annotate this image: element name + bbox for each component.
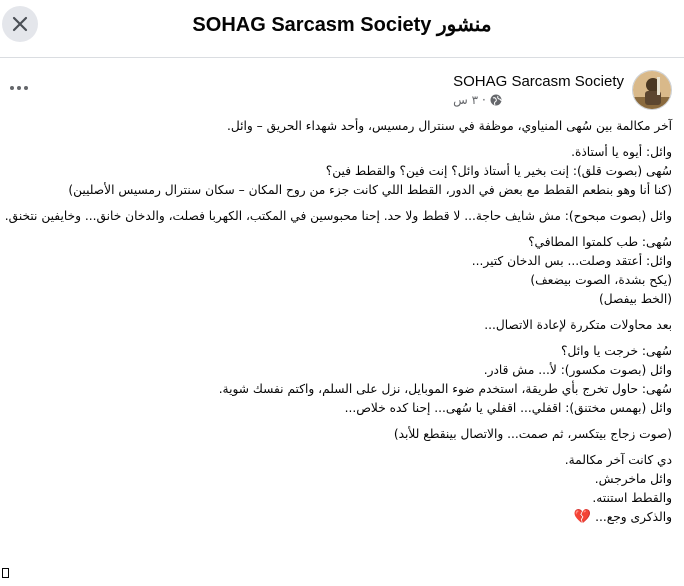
post-meta: [453, 93, 624, 107]
post-body: [4, 117, 672, 534]
post-line: بعد محاولات متكررة لإعادة الاتصال...: [484, 318, 672, 332]
post-line: دي كانت آخر مكالمة.: [564, 453, 672, 467]
post-line: (الخط بيفصل): [599, 292, 672, 306]
more-options-button[interactable]: [8, 78, 30, 98]
post-line: سُهى: طب كلمتوا المطافي؟: [528, 235, 672, 249]
avatar-image: [633, 71, 672, 110]
post-line: وائل: أيوه يا أستاذة.: [571, 145, 672, 159]
paragraph-glass: [10, 425, 672, 444]
post-line: والقطط استنته.: [592, 491, 672, 505]
close-button[interactable]: [2, 6, 38, 42]
post-line: والذكرى وجع...: [595, 510, 672, 524]
post-line: وائل (بصوت مبحوح): مش شايف حاجة... لا قطط ولا حد. إحنا محبوسين في المكتب، الكهربا فصلت، والدخان خانق... وخايفين نتخنق.: [4, 209, 672, 223]
broken-heart-icon: 💔: [573, 509, 592, 525]
paragraph-firefighters: [10, 233, 672, 309]
post-line: وائل (بهمس مختنق): اقفلي... اقفلي يا سُهى... إحنا كده خلاص...: [344, 401, 672, 415]
paragraph-last-words: [10, 342, 672, 418]
paragraph-call-start: [10, 143, 672, 200]
post-line: وائل: أعتقد وصلت... بس الدخان كتير...: [471, 254, 672, 268]
post-line: سُهى: حاول تخرج بأي طريقة، استخدم ضوء الموبايل، نزل على السلم، واكتم نفسك شوية.: [218, 382, 672, 396]
avatar[interactable]: [632, 70, 672, 110]
close-icon: [12, 16, 28, 32]
paragraph-ending: [10, 451, 672, 527]
post-line: (يكح بشدة، الصوت بيضعف): [530, 273, 672, 287]
meta-separator: ·: [482, 93, 486, 107]
post-line: (صوت زجاج بيتكسر، ثم صمت... والاتصال بينقطع للأبد): [393, 427, 672, 441]
globe-icon: [490, 94, 502, 106]
more-horizontal-icon: [10, 86, 14, 90]
author-name[interactable]: SOHAG Sarcasm Society: [453, 73, 624, 90]
paragraph-retry: [10, 316, 672, 335]
post-line: آخر مكالمة بين سُهى المنياوي، موظفة في سنترال رمسيس، وأحد شهداء الحريق – وائل.: [226, 119, 672, 133]
post-time[interactable]: ٣ س: [453, 93, 479, 107]
post-line: سُهى (بصوت قلق): إنت بخير يا أستاذ وائل؟ إنت فين؟ والقطط فين؟: [325, 164, 672, 178]
post-line: (كنا أنا وهو بنطعم القطط مع بعض في الدور، القطط اللي كانت جزء من روح المكان – سكان سنترال رمسيس الأصليين): [68, 183, 672, 197]
post-line: سُهى: خرجت يا وائل؟: [561, 344, 672, 358]
post-line: وائل ماخرجش.: [594, 472, 672, 486]
page-title: منشور SOHAG Sarcasm Society: [192, 14, 492, 36]
paragraph-smoke: [4, 207, 672, 226]
post-line-last: [10, 508, 672, 527]
dialog-header: [0, 0, 684, 58]
post-line: وائل (بصوت مكسور): لأ... مش قادر.: [483, 363, 672, 377]
paragraph-intro: [10, 117, 672, 136]
post-header: [453, 70, 672, 110]
missing-glyph-box: [2, 568, 9, 578]
